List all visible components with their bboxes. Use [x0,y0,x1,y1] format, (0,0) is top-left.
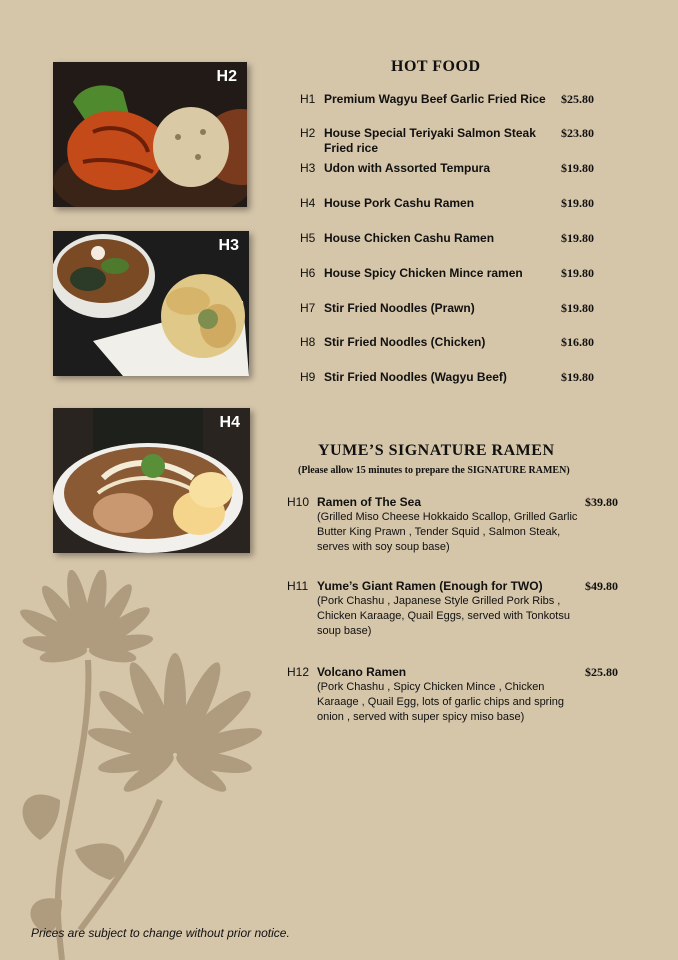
item-name: Volcano Ramen [317,665,407,679]
item-description: (Grilled Miso Cheese Hokkaido Scallop, Grilled Garlic Butter King Prawn , Tender Squid , Salmon Steak, serves with soy soup base) [317,511,578,553]
item-name: House Special Teriyaki Salmon Steak Fried rice [324,126,536,155]
photo-h3 [53,231,249,376]
item-code: H12 [287,665,310,679]
item-name: Stir Fried Noodles (Prawn) [324,301,475,315]
item-name: Ramen of The Sea [317,495,422,509]
item-price: $19.80 [561,301,594,315]
chrysanthemum-decoration [0,570,300,960]
item-name: Stir Fried Noodles (Chicken) [324,335,486,349]
item-price: $25.80 [561,92,594,106]
item-name: House Chicken Cashu Ramen [324,231,495,245]
item-price: $39.80 [585,495,618,509]
item-name: Yume’s Giant Ramen (Enough for TWO) [317,579,543,593]
item-code: H3 [300,161,316,175]
item-code: H2 [300,126,316,140]
item-description: (Pork Chashu , Japanese Style Grilled Pork Ribs , Chicken Karaage, Quail Eggs, served with Tonkotsu soup base) [317,595,570,637]
item-price: $19.80 [561,161,594,175]
item-price: $23.80 [561,126,594,140]
item-description: (Pork Chashu , Spicy Chicken Mince , Chicken Karaage , Quail Egg, lots of garlic chips and spring onion , served with super spicy miso base) [317,681,565,723]
photo-h4 [53,408,250,553]
photo-label: H2 [216,68,237,85]
photo-label: H3 [218,237,239,254]
item-name: Stir Fried Noodles (Wagyu Beef) [324,370,507,384]
item-code: H1 [300,92,316,106]
item-price: $19.80 [561,266,594,280]
item-price: $19.80 [561,231,594,245]
item-name: House Spicy Chicken Mince ramen [324,266,523,280]
signature-note: (Please allow 15 minutes to prepare the SIGNATURE RAMEN) [298,465,570,476]
item-code: H11 [287,579,309,593]
item-name: Udon with Assorted Tempura [324,161,491,175]
item-code: H8 [300,335,316,349]
hot-food-title: HOT FOOD [391,58,481,75]
item-code: H7 [300,301,316,315]
item-price: $49.80 [585,579,618,593]
item-price: $19.80 [561,196,594,210]
item-price: $16.80 [561,335,594,349]
item-price: $19.80 [561,370,594,384]
item-code: H4 [300,196,316,210]
signature-ramen-title: YUME’S SIGNATURE RAMEN [318,442,555,459]
item-code: H5 [300,231,316,245]
item-name: Premium Wagyu Beef Garlic Fried Rice [324,92,546,106]
item-code: H6 [300,266,316,280]
item-code: H9 [300,370,316,384]
price-disclaimer: Prices are subject to change without prior notice. [31,926,290,940]
photo-label: H4 [219,414,240,431]
photo-h2 [53,62,247,207]
item-name: House Pork Cashu Ramen [324,196,475,210]
item-price: $25.80 [585,665,618,679]
item-code: H10 [287,495,310,509]
